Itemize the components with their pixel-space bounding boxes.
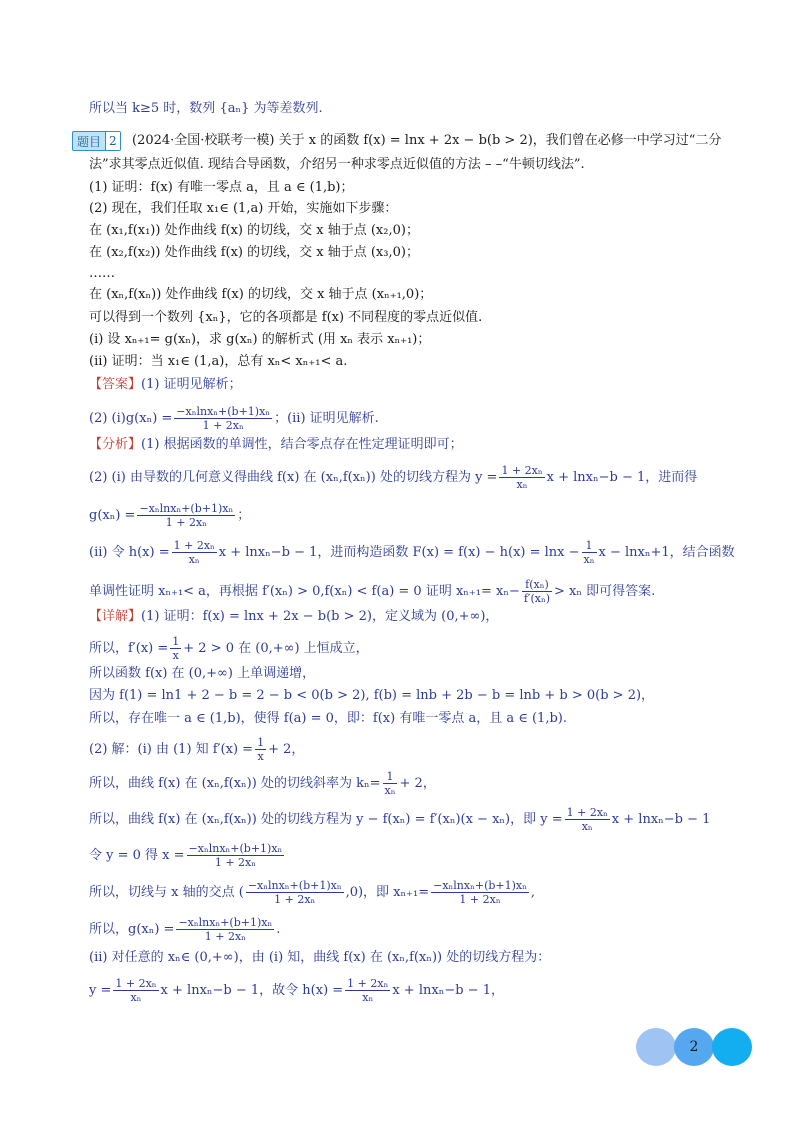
numerator: f(xₙ) <box>525 578 549 591</box>
denominator: 1 + 2xₙ <box>431 892 529 906</box>
detail-line-12: (ii) 对任意的 xₙ∈ (0,+∞)，由 (i) 知，曲线 f(x) 在 (xₙ,f(xₙ)) 处的切线方程为： <box>89 950 551 965</box>
fraction <box>176 916 274 943</box>
fraction <box>255 736 266 763</box>
fraction <box>113 977 158 1004</box>
math-text: x + lnxₙ−b − 1，进而得 <box>546 470 698 485</box>
analysis-tag: 【分析】 <box>89 437 142 452</box>
detail-line-10 <box>89 879 535 906</box>
analysis-line-4 <box>89 539 735 566</box>
fraction <box>172 539 217 566</box>
fraction <box>187 842 285 869</box>
fraction <box>345 977 390 1004</box>
math-text: (2) (i)g(xₙ) = <box>89 411 173 426</box>
fraction <box>431 879 529 906</box>
detail-line-13 <box>89 977 504 1004</box>
problem-line: 在 (xₙ,f(xₙ)) 处作曲线 f(x) 的切线，交 x 轴于点 (xₙ₊₁,0)； <box>89 287 433 302</box>
problem-badge-label: 题目 <box>77 134 102 149</box>
problem-line: (i) 设 xₙ₊₁= g(xₙ)，求 g(xₙ) 的解析式 (用 xₙ 表示 xₙ₊₁)； <box>89 332 431 347</box>
math-text: x + lnxₙ−b − 1，进而构造函数 F(x) = f(x) − h(x) = lnx − <box>218 545 580 560</box>
math-text: (2) (i) 由导数的几何意义得曲线 f(x) 在 (xₙ,f(xₙ)) 处的切线方程为 y = <box>89 470 498 485</box>
fraction <box>582 539 597 566</box>
fraction <box>383 770 398 797</box>
denominator: 1 + 2xₙ <box>176 929 274 943</box>
denominator: f′(xₙ) <box>523 592 550 605</box>
detail-line-4: 因为 f(1) = ln1 + 2 − b = 2 − b < 0(b > 2), f(b) = lnb + 2b − b = lnb + b > 0(b > 2)， <box>89 688 655 703</box>
math-text: + 2， <box>268 742 305 757</box>
numerator: 1 <box>257 736 265 749</box>
answer-text: (1) 证明见解析； <box>141 377 242 392</box>
answer-line-1 <box>89 377 242 393</box>
answer-tag: 【答案】 <box>89 377 142 392</box>
detail-line-2 <box>89 635 369 662</box>
denominator: xₙ <box>172 552 217 566</box>
numerator: 1 + 2xₙ <box>501 464 543 477</box>
detail-line-9 <box>89 842 286 869</box>
denominator: 1 + 2xₙ <box>187 855 285 869</box>
answer-line-2 <box>89 405 379 432</box>
fraction <box>137 502 235 529</box>
fraction <box>170 635 181 662</box>
detail-tag: 【详解】 <box>89 609 142 624</box>
detail-line-8 <box>89 806 710 833</box>
math-text: x + lnxₙ−b − 1，故令 h(x) = <box>160 983 344 998</box>
numerator: −xₙlnxₙ+(b+1)xₙ <box>433 879 527 892</box>
numerator: 1 <box>386 770 394 783</box>
problem-line: 可以得到一个数列 {xₙ}，它的各项都是 f(x) 不同程度的零点近似值. <box>89 310 483 325</box>
problem-badge <box>72 131 121 151</box>
numerator: 1 <box>172 635 180 648</box>
math-text: 所以，g(xₙ) = <box>89 922 175 937</box>
math-text: ；(ii) 证明见解析. <box>274 411 379 426</box>
page-number: 2 <box>689 1039 699 1055</box>
fraction <box>174 405 272 432</box>
numerator: 1 + 2xₙ <box>173 539 215 552</box>
problem-line: 法”求其零点近似值. 现结合导函数，介绍另一种求零点近似值的方法 – –“牛顿切线法”. <box>89 157 585 172</box>
fraction <box>522 578 552 605</box>
math-text: g(xₙ) = <box>89 508 136 523</box>
denominator: xₙ <box>113 990 158 1004</box>
math-text: (2) 解：(i) 由 (1) 知 f′(x) = <box>89 742 254 757</box>
problem-badge-number: 2 <box>105 132 120 150</box>
numerator: 1 + 2xₙ <box>566 806 608 819</box>
math-text: 令 y = 0 得 x = <box>89 848 185 863</box>
analysis-line-5 <box>89 578 655 605</box>
math-text: 所以，曲线 f(x) 在 (xₙ,f(xₙ)) 处的切线斜率为 kₙ= <box>89 776 381 791</box>
denominator: xₙ <box>499 477 544 491</box>
fraction <box>499 464 544 491</box>
detail-line-11 <box>89 916 280 943</box>
math-text: (ii) 令 h(x) = <box>89 545 170 560</box>
problem-line: …… <box>89 266 115 281</box>
math-text: x − lnxₙ+1，结合函数 <box>598 545 735 560</box>
math-text: 所以，切线与 x 轴的交点 ( <box>89 885 244 900</box>
problem-line: (1) 证明：f(x) 有唯一零点 a，且 a ∈ (1,b)； <box>89 180 354 195</box>
detail-line-7 <box>89 770 436 797</box>
detail-line-5: 所以，存在唯一 a ∈ (1,b)，使得 f(a) = 0，即：f(x) 有唯一零点 a，且 a ∈ (1,b). <box>89 711 567 726</box>
analysis-line-3 <box>89 502 250 529</box>
numerator: −xₙlnxₙ+(b+1)xₙ <box>178 916 273 929</box>
math-text: 单调性证明 xₙ₊₁< a，再根据 f′(xₙ) > 0,f(xₙ) < f(a) = 0 证明 xₙ₊₁= xₙ− <box>89 584 520 599</box>
numerator: 1 + 2xₙ <box>347 977 389 990</box>
detail-line-1 <box>89 609 498 625</box>
denominator: x <box>255 749 266 763</box>
problem-line: (ii) 证明：当 x₁∈ (1,a)，总有 xₙ< xₙ₊₁< a. <box>89 354 348 369</box>
header-line: 所以当 k≥5 时，数列 {aₙ} 为等差数列. <box>89 101 323 116</box>
numerator: −xₙlnxₙ+(b+1)xₙ <box>176 405 271 418</box>
denominator: xₙ <box>345 990 390 1004</box>
denominator: 1 + 2xₙ <box>174 418 272 432</box>
math-text: > xₙ 即可得答案. <box>554 584 656 599</box>
analysis-line-2 <box>89 464 697 491</box>
problem-line: 在 (x₁,f(x₁)) 处作曲线 f(x) 的切线，交 x 轴于点 (x₂,0)； <box>89 223 419 238</box>
math-text: . <box>276 922 281 937</box>
math-text: y = <box>89 983 112 998</box>
problem-line: (2) 现在，我们任取 x₁∈ (1,a) 开始，实施如下步骤： <box>89 201 398 216</box>
numerator: −xₙlnxₙ+(b+1)xₙ <box>139 502 234 515</box>
denominator: xₙ <box>384 784 396 797</box>
denominator: 1 + 2xₙ <box>137 515 235 529</box>
numerator: 1 + 2xₙ <box>115 977 157 990</box>
denominator: 1 + 2xₙ <box>246 892 344 906</box>
analysis-line-1 <box>89 437 463 453</box>
math-text: + 2 > 0 在 (0,+∞) 上恒成立， <box>183 641 369 656</box>
math-text: ； <box>237 508 251 523</box>
numerator: −xₙlnxₙ+(b+1)xₙ <box>247 879 342 892</box>
page-number-circle <box>674 1028 714 1066</box>
detail-line-3: 所以函数 f(x) 在 (0,+∞) 上单调递增， <box>89 666 316 681</box>
numerator: 1 <box>585 539 593 552</box>
fraction <box>246 879 344 906</box>
math-text: , <box>530 885 536 900</box>
math-text: + 2， <box>399 776 436 791</box>
fraction <box>565 806 610 833</box>
analysis-text: (1) 根据函数的单调性，结合零点存在性定理证明即可； <box>141 437 463 452</box>
detail-line-6 <box>89 736 304 763</box>
detail-text: (1) 证明：f(x) = lnx + 2x − b(b > 2)，定义域为 (0,+∞)， <box>141 609 499 624</box>
math-text: 所以，f′(x) = <box>89 641 169 656</box>
page-circle-right <box>712 1028 752 1066</box>
math-text: x + lnxₙ−b − 1， <box>392 983 504 998</box>
denominator: x <box>170 648 181 662</box>
problem-line: 在 (x₂,f(x₂)) 处作曲线 f(x) 的切线，交 x 轴于点 (x₃,0)； <box>89 245 419 260</box>
page-circle-left <box>636 1028 676 1066</box>
math-text: 所以，曲线 f(x) 在 (xₙ,f(xₙ)) 处的切线方程为 y − f(xₙ) = f′(xₙ)(x − xₙ)，即 y = <box>89 812 563 827</box>
denominator: xₙ <box>583 553 595 566</box>
numerator: −xₙlnxₙ+(b+1)xₙ <box>188 842 283 855</box>
problem-line: (2024·全国·校联考一模) 关于 x 的函数 f(x) = lnx + 2x − b(b > 2)，我们曾在必修一中学习过“二分 <box>132 133 722 148</box>
math-text: x + lnxₙ−b − 1 <box>611 812 711 827</box>
math-text: ,0)，即 xₙ₊₁= <box>345 885 430 900</box>
denominator: xₙ <box>565 819 610 833</box>
